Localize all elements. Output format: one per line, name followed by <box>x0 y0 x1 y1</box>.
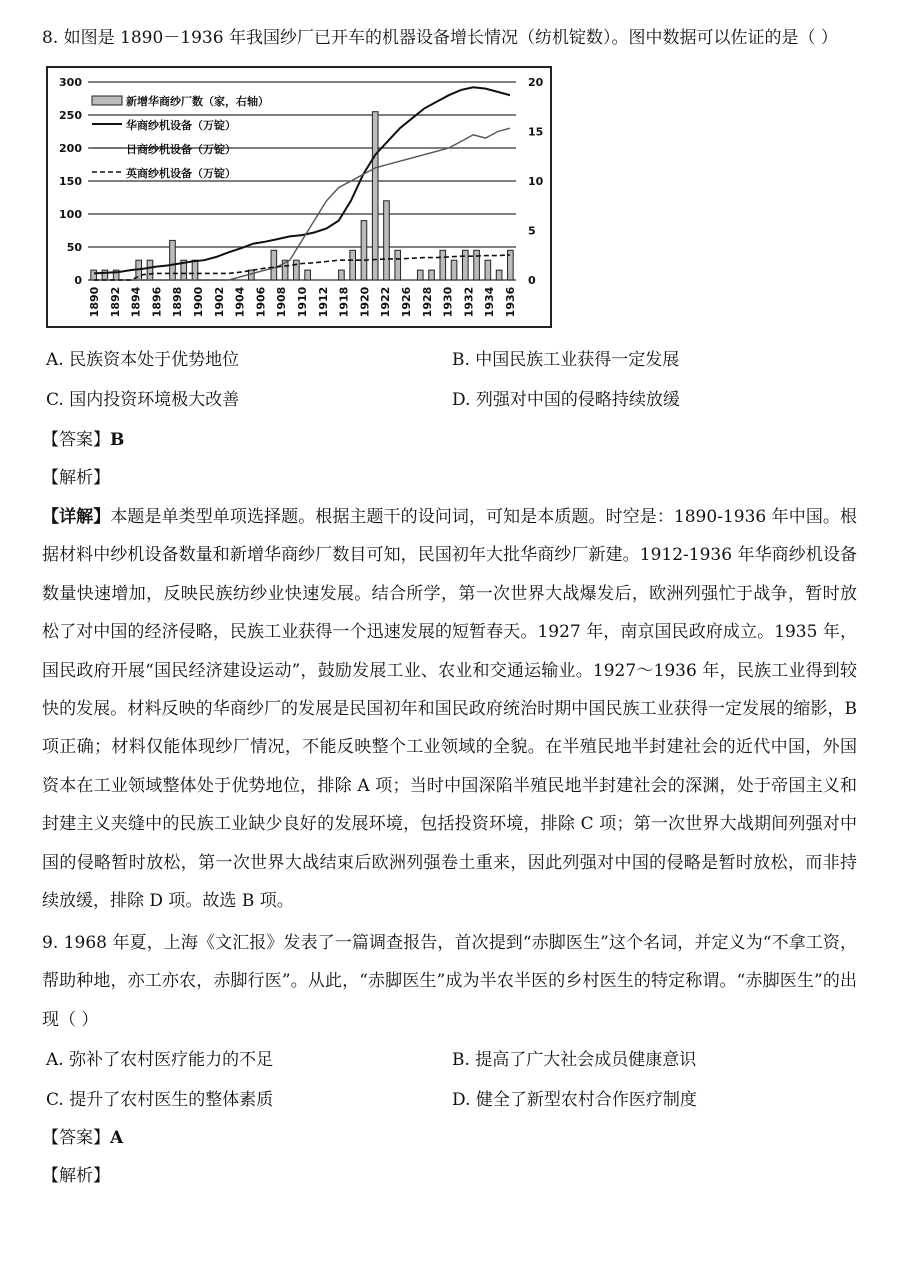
q8-answer-value: B <box>110 430 125 450</box>
q8-answer-label: 【答案】 <box>42 430 110 450</box>
bar-new-mills <box>384 201 390 280</box>
left-axis-tick-label: 200 <box>59 142 82 155</box>
q8-analysis-label: 【解析】 <box>42 468 110 488</box>
chart-svg <box>46 66 552 328</box>
right-axis-tick-label: 10 <box>528 175 544 188</box>
bar-new-mills <box>339 270 345 280</box>
q8-option-b[interactable]: B. 中国民族工业获得一定发展 <box>452 350 680 370</box>
bar-new-mills <box>147 260 153 280</box>
x-axis-tick-label: 1900 <box>192 286 205 318</box>
x-axis-tick-label: 1926 <box>400 286 413 318</box>
q8-option-c[interactable]: C. 国内投资环境极大改善 <box>46 390 240 410</box>
x-axis-tick-label: 1906 <box>254 286 268 318</box>
left-axis-tick-label: 100 <box>59 208 82 221</box>
right-axis-tick-label: 20 <box>528 76 544 89</box>
x-axis-tick-label: 1892 <box>108 286 122 318</box>
left-axis-tick-label: 0 <box>74 274 82 287</box>
right-axis-tick-label: 0 <box>528 274 536 287</box>
x-axis-tick-label: 1934 <box>483 286 497 318</box>
spindle-chart <box>46 66 552 328</box>
q9-answer <box>42 1126 123 1150</box>
x-axis-tick-label: 1936 <box>504 286 517 318</box>
q8-detail-text: 本题是单类型单项选择题。根据主题干的设问词，可知是本质题。时空是：1890-1936 年中国。根据材料中纱机设备数量和新增华商纱厂数目可知，民国初年大批华商纱厂新建。1912-1936 年华商纱机设备数量快速增加，反映民族纺纱业快速发展。结合所学，第一次世界大战爆发后，欧洲列强忙于战争，暂时放松了对中国的经济侵略，民族工业获得一个迅速发展的短暂春天。1927 年，南京国民政府成立。1935 年，国民政府开展“国民经济建设运动”，鼓励发展工业、农业和交通运输业。1927～1936 年，民族工业得到较快的发展。材料反映的华商纱厂的发展是民国初年和国民政府统治时期中国民族工业获得一定发展的缩影，B 项正确；材料仅能体现纱厂情况，不能反映整个工业领域的全貌。在半殖民地半封建社会的近代中国，外国资本在工业领域整体处于优势地位，排除 A 项；当时中国深陷半殖民地半封建社会的深渊，处于帝国主义和封建主义夹缝中的民族工业缺少良好的发展环境，包括投资环境，排除 C 项；第一次世界大战期间列强对中国的侵略暂时放松，第一次世界大战结束后欧洲列强卷土重来，因此列强对中国的侵略是暂时放松，而非持续放缓，排除 D 项。故选 B 项。 <box>42 507 857 912</box>
x-axis-tick-label: 1898 <box>171 286 185 318</box>
bar-new-mills <box>496 270 502 280</box>
x-axis-tick-label: 1928 <box>420 286 434 318</box>
left-axis-tick-label: 150 <box>59 175 82 188</box>
q9-answer-value: A <box>110 1128 124 1148</box>
bar-new-mills <box>91 270 97 280</box>
q9-stem: 9. 1968 年夏，上海《文汇报》发表了一篇调查报告，首次提到“赤脚医生”这个名词，并定义为“不拿工资，帮助种地，亦工亦农，赤脚行医”。从此，“赤脚医生”成为半农半医的乡村医生的特定称谓。“赤脚医生”的出现（ ） <box>42 933 857 1030</box>
right-axis-tick-label: 5 <box>528 224 536 238</box>
bar-new-mills <box>350 250 356 280</box>
x-axis-tick-label: 1922 <box>379 286 393 318</box>
bar-new-mills <box>440 250 446 280</box>
q8-detail-label: 【详解】 <box>42 507 111 527</box>
bar-new-mills <box>485 260 491 280</box>
left-axis-tick-label: 300 <box>59 76 82 89</box>
x-axis-tick-label: 1896 <box>150 286 164 318</box>
x-axis-tick-label: 1920 <box>358 286 372 318</box>
q8-option-d[interactable]: D. 列强对中国的侵略持续放缓 <box>452 390 680 410</box>
x-axis-tick-label: 1908 <box>275 286 289 318</box>
legend-label: 日商纱机设备（万锭） <box>126 143 236 156</box>
bar-new-mills <box>294 260 300 280</box>
legend-label: 新增华商纱厂数（家，右轴） <box>126 95 269 108</box>
bar-new-mills <box>451 260 457 280</box>
bar-new-mills <box>271 250 277 280</box>
q8-answer <box>42 428 124 452</box>
bar-new-mills <box>305 270 311 280</box>
x-axis-tick-label: 1918 <box>337 286 351 318</box>
q9-answer-label: 【答案】 <box>42 1128 110 1148</box>
bar-new-mills <box>102 270 108 280</box>
x-axis-tick-label: 1912 <box>316 286 330 318</box>
x-axis-tick-label: 1902 <box>212 286 226 318</box>
x-axis-tick-label: 1930 <box>441 286 455 318</box>
bar-new-mills <box>361 221 367 280</box>
q9-option-a[interactable]: A. 弥补了农村医疗能力的不足 <box>46 1050 274 1070</box>
bar-new-mills <box>372 112 378 280</box>
x-axis-tick-label: 1904 <box>233 286 247 318</box>
bar-new-mills <box>417 270 423 280</box>
q8-option-a[interactable]: A. 民族资本处于优势地位 <box>46 350 240 370</box>
bar-new-mills <box>463 250 469 280</box>
bar-new-mills <box>429 270 435 280</box>
x-axis-tick-label: 1890 <box>88 286 101 318</box>
q9-option-c[interactable]: C. 提升了农村医生的整体素质 <box>46 1090 274 1110</box>
left-axis-tick-label: 250 <box>59 109 82 122</box>
x-axis-tick-label: 1910 <box>296 286 309 318</box>
x-axis-tick-label: 1894 <box>129 286 143 318</box>
bar-new-mills <box>474 250 480 280</box>
q9-analysis-label: 【解析】 <box>42 1166 110 1186</box>
q9-option-d[interactable]: D. 健全了新型农村合作医疗制度 <box>452 1090 697 1110</box>
legend-label: 英商纱机设备（万锭） <box>126 167 236 180</box>
legend-label: 华商纱机设备（万锭） <box>126 119 236 132</box>
q9-option-b[interactable]: B. 提高了广大社会成员健康意识 <box>452 1050 697 1070</box>
q8-detail <box>42 498 857 920</box>
bar-new-mills <box>395 250 401 280</box>
right-axis-tick-label: 15 <box>528 125 544 139</box>
x-axis-tick-label: 1932 <box>462 286 476 318</box>
q8-stem: 8. 如图是 1890－1936 年我国纱厂已开车的机器设备增长情况（纺机锭数）。图中数据可以佐证的是（ ） <box>42 28 838 48</box>
bar-new-mills <box>192 260 198 280</box>
left-axis-tick-label: 50 <box>66 241 82 254</box>
legend-swatch-bars <box>92 96 122 105</box>
